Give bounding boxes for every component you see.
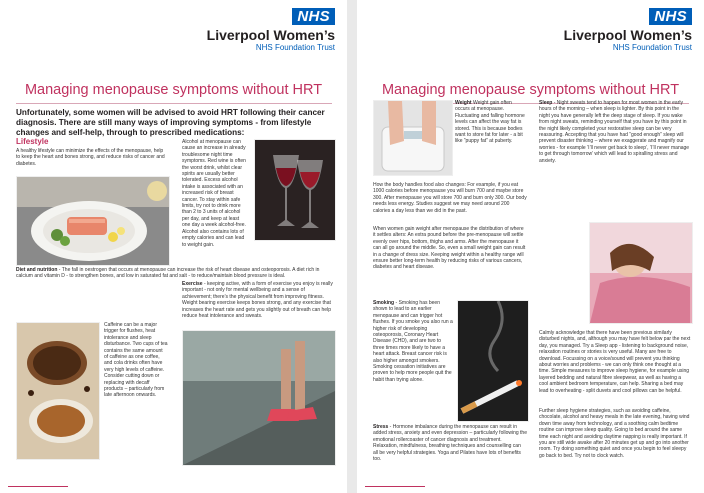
sleeping-woman-image: [589, 222, 693, 324]
trust-name: NHS Foundation Trust: [255, 43, 335, 52]
lead-paragraph: Unfortunately, some women will be advised to avoid HRT following their cancer diagnosis. There are still many ways of improving symptoms - from lifestyle changes and self-help, through to prescribed medications:: [16, 108, 325, 137]
sleep-body: - Night sweats tend to happen for most women in the early hours of the morning – when sleep is lighter. By this point in the night you have generally left the deep stage of sleep. If you wake from night sweats, reminding yourself that you have by this point in the night likely completed your restorative sleep can be very reassuring. Accepting that you have had “good enough” sleep will prevent disaster thinking – where we exaggerate and magnify our worries - for example ‘I’ll never get back to sleep’, ‘I’ll never manage to get through tomorrow’ which will lead to spiralling stress and anxiety.: [539, 100, 690, 164]
page-left: [0, 0, 347, 493]
further-sleep-text: Further sleep hygiene strategies, such as avoiding caffeine, chocolate, alcohol and heavy meals in the late evening, having wind down time away from technology, and a soothing calm bedtime routine can improve sleep quality. Going to bed around the same time each night and avoiding daytime napping is really important. If you are still wide awake after 20 minutes get up and go into another room. Try doing something quiet and once you begin to feel sleepy go back to bed. Try not to clock watch.: [539, 408, 690, 459]
weight-text-3: When women gain weight after menopause the distribution of where it settles alters: An extra pound before the pre-menopause will settle evenly over hips, bottom, thighs and arms. After the menopause it can all go around the middle. So, even a small weight gain can result in a change of dress size. Keeping weight within a healthy range will ensure better long-term health by reducing risks of various cancers, diabetes and heart disease.: [373, 226, 526, 271]
sleep-text: [539, 100, 691, 218]
diet-label: Diet and nutrition: [16, 267, 58, 273]
lifestyle-text: A healthy lifestyle can minimize the effects of the menopause, help to keep the heart and bones strong, and reduce risks of cancer and diabetes.: [16, 148, 165, 167]
alcohol-text: Alcohol at menopause can cause an increase in already troublesome night time symptoms. Red wine is often the worst drink, whilst clear spirits are usually better tolerated. Excess alcohol intake is associated with an increased risk of breast cancer. To stay within safe limits, try not to drink more than 2 to 3 units of alcohol per day, and keep at least one day a week alcohol-free. Alcohol also contains lots of empty calories and can lead to weight gain.: [182, 139, 246, 248]
exercise-label: Exercise: [182, 281, 203, 287]
cigarette-image: [457, 300, 529, 422]
stress-label: Stress: [373, 424, 389, 430]
smoking-body: - Smoking has been shown to lead to an earlier menopause and can trigger hot flushes. If you smoke you also run a higher risk of developing osteoporosis, Coronary Heart Disease (CHD), and are two to three times more likely to have a heart attack. Breast cancer risk is also higher amongst smokers. Smoking cessation initiatives are proven to help more people quit the habit than trying alone.: [373, 300, 453, 383]
calmly-text: Calmly acknowledge that there have been previous similarly disturbed nights, and, although you may have felt below par the next day, you managed. Try a Sleep app - listening to background noise, relaxation routines or stories is very useful. Many are free to download. Focussing on a voice/sound will prevent you thinking about worries and problems - we can only think one thought at a time. Simple measures to improve sleep hygiene, for example using layered bedding and natural fibre sleepwear, as well as having a cool ambient bedroom temperature, can help. Sharing a bed may lead to overheating - split duvets and cool pillows can be helpful.: [539, 330, 691, 394]
page-border: [8, 486, 68, 487]
coffee-tea-image: [16, 322, 100, 460]
header-logo: [207, 8, 335, 53]
sleep-label: Sleep: [539, 100, 553, 106]
nhs-logo: NHS: [292, 8, 335, 25]
page-right: [357, 0, 704, 493]
weight-body: Weight gain often occurs at menopause. Fluctuating and falling hormone levels can affect the way fat is stored. This is because bodies want to store fat for later - a bit like “puppy fat” at puberty.: [455, 100, 525, 145]
org-name: Liverpool Women’s: [206, 27, 335, 43]
weighing-scale-image: [373, 100, 453, 176]
trust-name: NHS Foundation Trust: [612, 43, 692, 52]
lifestyle-heading: Lifestyle: [16, 137, 49, 146]
nhs-logo: NHS: [649, 8, 692, 25]
weight-label: Weight: [455, 100, 472, 106]
caffeine-text: Caffeine can be a major trigger for flushes, heat intolerance and sleep disturbance. Two cups of tea contains the same amount of caffeine as one coffee, and cola drinks often have very high levels of caffeine. Consider cutting down or replacing with decaff products – particularly from late afternoon onwards.: [104, 322, 168, 399]
title-divider: [16, 103, 332, 104]
smoking-label: Smoking: [373, 300, 395, 306]
smoking-text: [373, 300, 453, 418]
diet-text: [16, 267, 332, 279]
header-logo-right: [564, 8, 692, 53]
page-title: Managing menopause symptoms without HRT: [381, 82, 680, 98]
org-name: Liverpool Women’s: [563, 27, 692, 43]
salmon-meal-image: [16, 176, 170, 266]
diet-body: - The fall in oestrogen that occurs at menopause can increase the risk of heart disease and osteoporosis. A diet rich in calcium and vitamin D - to strengthen bones, and low in saturated fat and salt - to reduce/maintain blood pressure is ideal.: [16, 267, 320, 279]
exercise-text: [182, 281, 334, 323]
exercise-body: - keeping active, with a form of exercise you enjoy is really important - not only for mental wellbeing and a sense of achievement; there’s the physical benefit from improving fitness. Weight bearing exercise keeps bones strong, and any exercise that increases the heart rate and gets you slightly out of breath can help reduce heat intolerance and sweats.: [182, 281, 333, 320]
stress-body: - Hormone imbalance during the menopause can result in added stress, anxiety and even depression – particularly following the emotional rollercoaster of cancer diagnosis and treatment. Relaxation, mindfulness, breathing techniques and counselling can all be very helpful strategies. Yoga and Pilates have lots of benefits too.: [373, 424, 527, 463]
wine-glasses-image: [254, 139, 336, 241]
weight-text-2: How the body handles food also changes: For example, if you eat 1000 calories before menopause you will burn 700 and maybe store 300. After menopause you will store 700 and burn only 300. Our body needs less energy. Studies suggest we may need around 200 calories a day less than we did in the past.: [373, 182, 527, 214]
page-border: [365, 486, 425, 487]
stress-text: [373, 424, 527, 472]
running-shoes-image: [182, 330, 336, 466]
page-title: Managing menopause symptoms without HRT: [24, 82, 323, 98]
weight-text: [455, 100, 527, 180]
